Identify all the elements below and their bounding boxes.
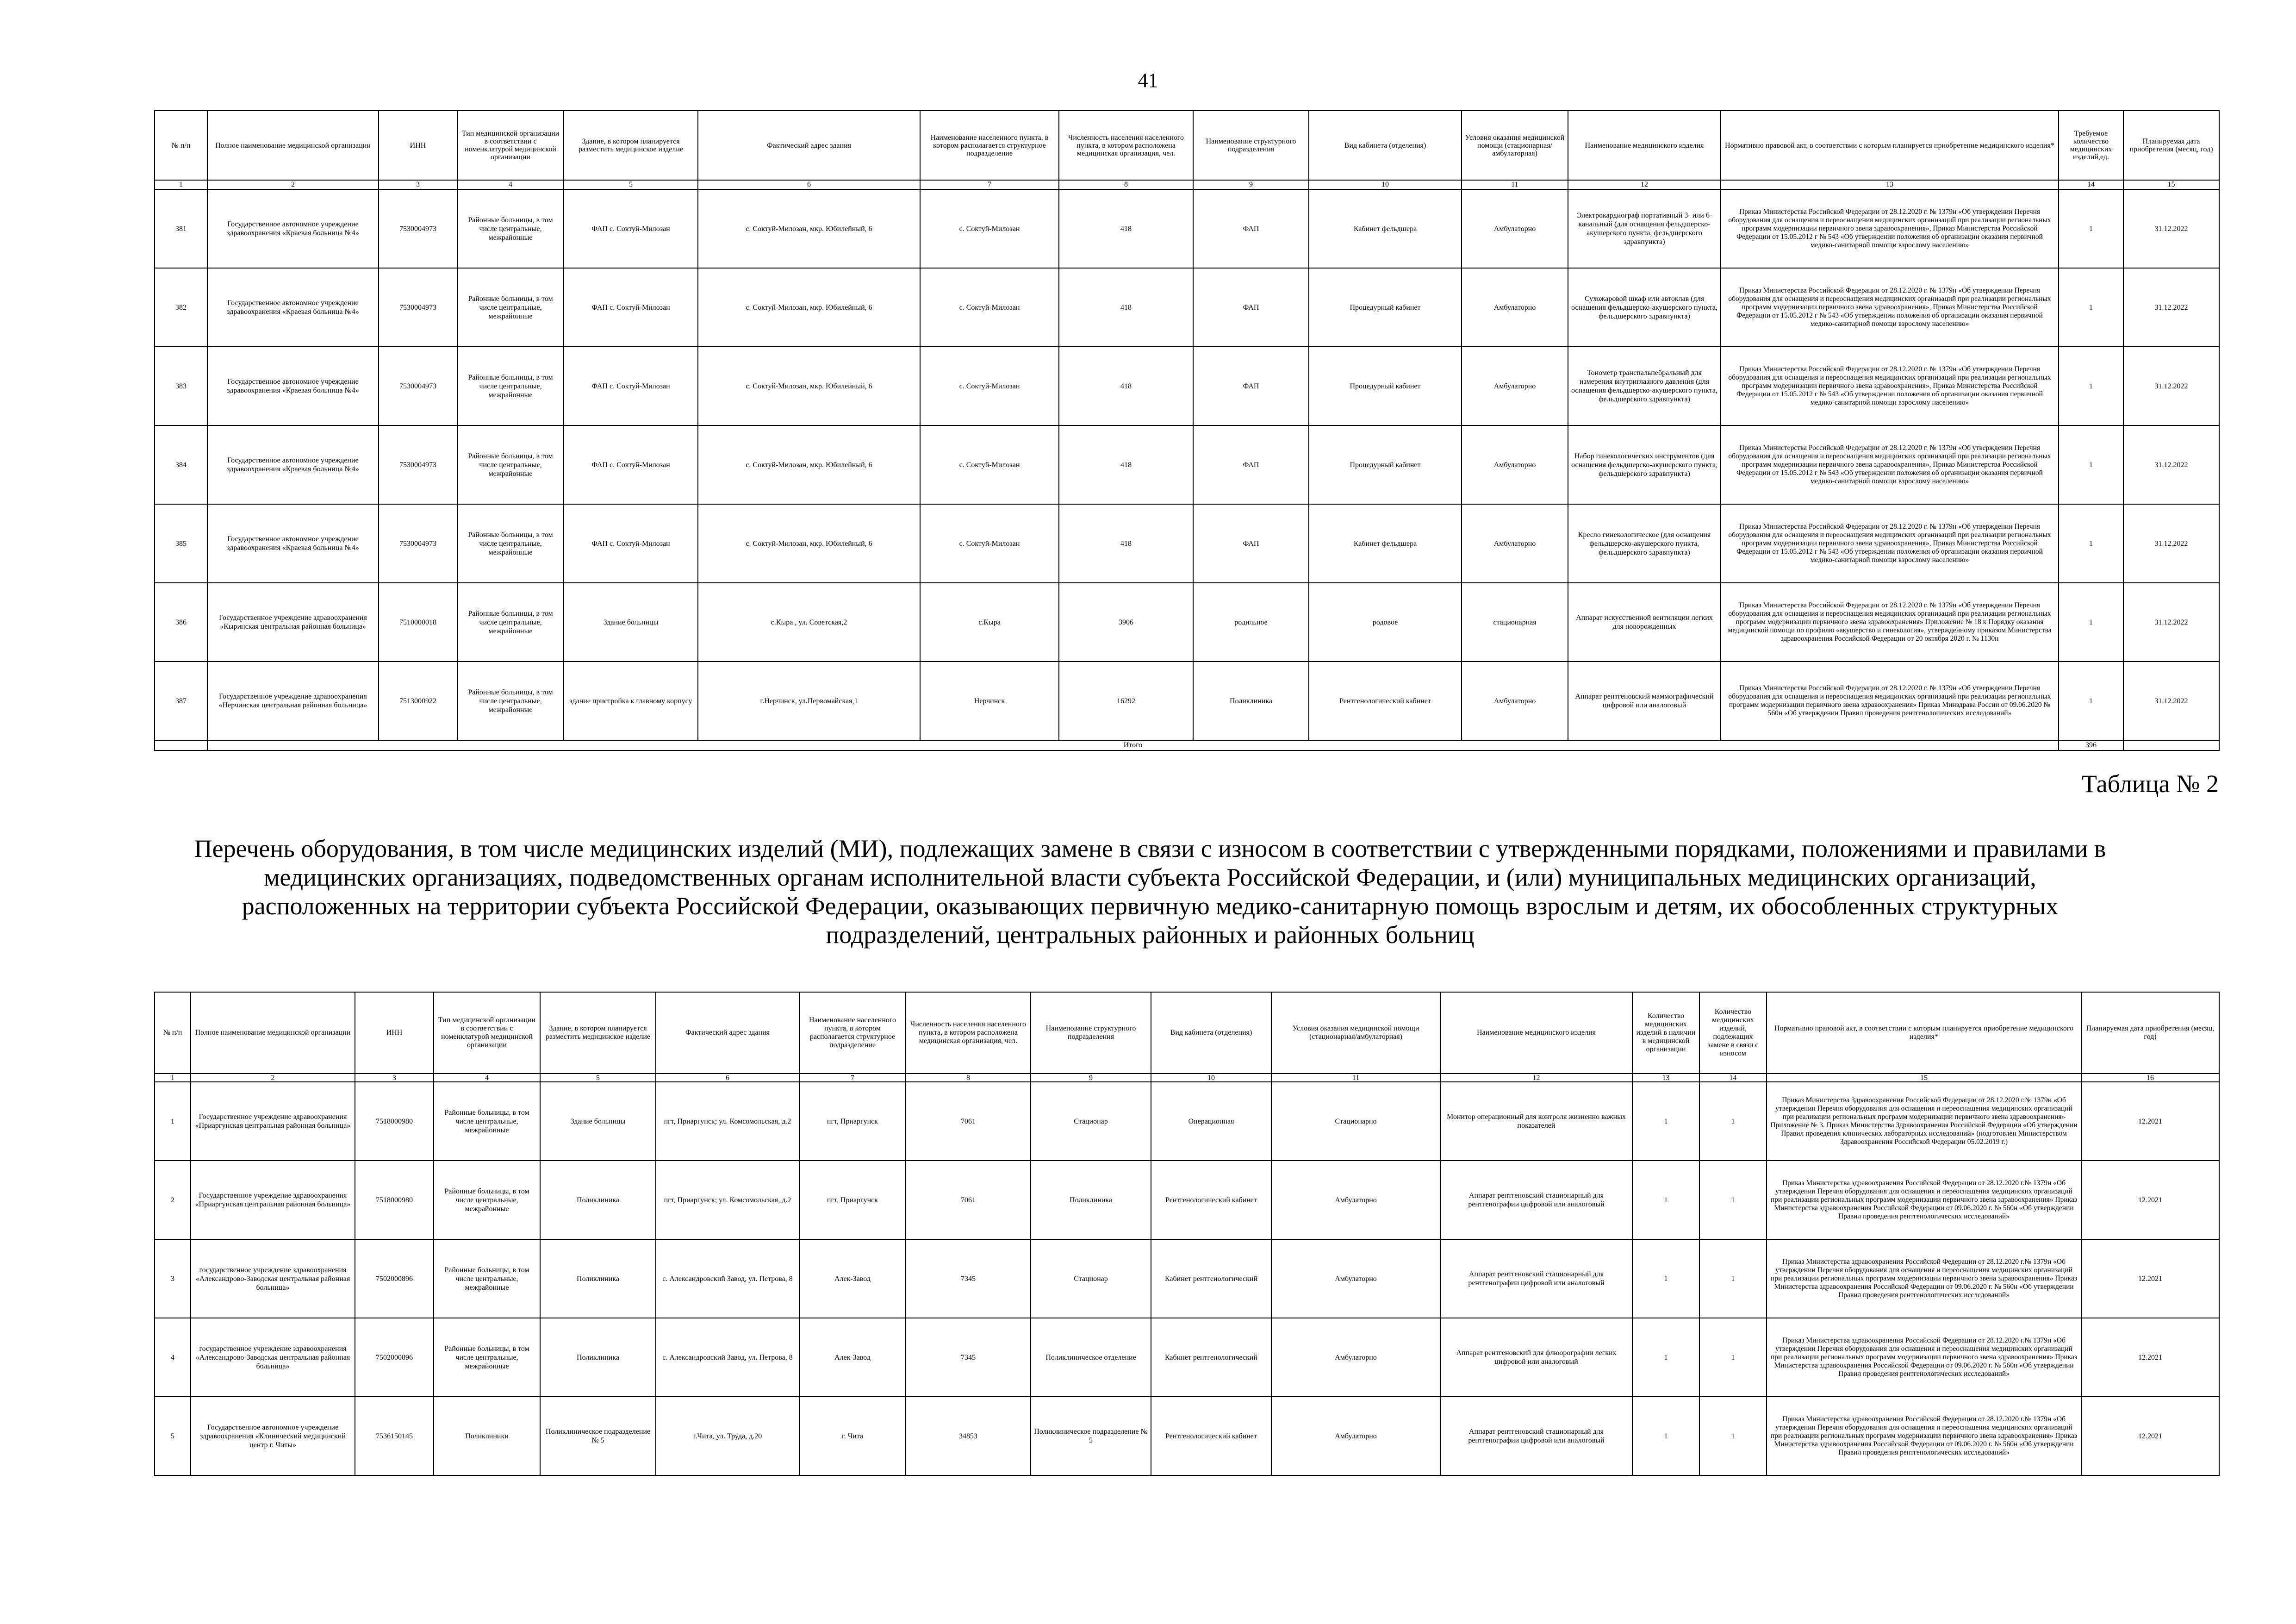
table-row xyxy=(155,268,2219,347)
column-number: 7 xyxy=(920,180,1059,189)
table-cell: ФАП xyxy=(1193,347,1309,425)
table-cell: ФАП с. Соктуй-Милозан xyxy=(564,268,698,347)
column-header: Наименование медицинского изделия xyxy=(1568,111,1721,180)
table-cell: Поликлиническое подразделение № 5 xyxy=(1031,1397,1151,1475)
table-cell: 1 xyxy=(1699,1239,1767,1318)
column-number: 15 xyxy=(2123,180,2219,189)
column-number: 9 xyxy=(1031,1074,1151,1082)
column-header: № п/п xyxy=(155,992,191,1074)
table-cell: 2 xyxy=(155,1161,191,1239)
table-cell: ФАП xyxy=(1193,425,1309,504)
table-cell: 7530004973 xyxy=(379,425,457,504)
table-cell: Набор гинекологических инструментов (для оснащения фельдшерско-акушерского пункта, фельдшерского здравпункта) xyxy=(1568,425,1721,504)
table-cell: Кресло гинекологическое (для оснащения фельдшерско-акушерского пункта, фельдшерского здравпункта) xyxy=(1568,504,1721,583)
table-row xyxy=(155,1082,2219,1161)
table-cell: Стационар xyxy=(1031,1239,1151,1318)
table-cell: с.Кыра , ул. Советская,2 xyxy=(698,583,920,662)
table-cell: 386 xyxy=(155,583,207,662)
table-cell: Амбулаторно xyxy=(1462,662,1568,740)
column-number: 11 xyxy=(1462,180,1568,189)
table-cell: Районные больницы, в том числе центральные, межрайонные xyxy=(434,1161,540,1239)
table-cell: 1 xyxy=(2059,347,2123,425)
table-cell: 7530004973 xyxy=(379,347,457,425)
table-cell: 1 xyxy=(1699,1082,1767,1161)
table-cell: 7345 xyxy=(906,1318,1031,1397)
table-cell: Приказ Министерства Российской Федерации от 28.12.2020 г. № 1379н «Об утверждении Перечня оборудования для оснащения и переоснащения медицинских организаций при реализации региональных программ модернизации первичного звена здравоохранения», Приказ Министерства Российской Федерации от 15.05.2012 г № 543 «Об утверждении положения об организации оказания первичной медико-санитарной помощи взрослому населению» xyxy=(1721,425,2059,504)
table-cell: с. Александровский Завод, ул. Петрова, 8 xyxy=(656,1318,799,1397)
table-cell: 418 xyxy=(1059,189,1193,268)
column-number: 2 xyxy=(191,1074,355,1082)
table-cell: 1 xyxy=(1699,1161,1767,1239)
column-number: 12 xyxy=(1568,180,1721,189)
table-cell: Районные больницы, в том числе центральные, межрайонные xyxy=(457,347,564,425)
table-cell: пгт, Приаргунск xyxy=(799,1161,906,1239)
column-header: Условия оказания медицинской помощи (стационарная/амбулаторная) xyxy=(1462,111,1568,180)
column-number-row xyxy=(155,180,2219,189)
table-cell: Кабинет фельдшера xyxy=(1309,504,1462,583)
table-cell: Аппарат рентгеновский для флюорографии легких цифровой или аналоговый xyxy=(1440,1318,1632,1397)
column-header: Требуемое количество медицинских изделий,ед. xyxy=(2059,111,2123,180)
column-header: ИНН xyxy=(379,111,457,180)
table-cell: 7530004973 xyxy=(379,504,457,583)
table-cell: Районные больницы, в том числе центральные, межрайонные xyxy=(457,268,564,347)
table-cell: 1 xyxy=(2059,504,2123,583)
table-cell: Районные больницы, в том числе центральные, межрайонные xyxy=(457,425,564,504)
table-cell: 1 xyxy=(1632,1161,1699,1239)
table-cell: государственное учреждение здравоохранения «Александрово-Заводская центральная районная больница» xyxy=(191,1239,355,1318)
table-cell: г. Чита xyxy=(799,1397,906,1475)
column-header: Наименование населенного пункта, в котором располагается структурное подразделение xyxy=(799,992,906,1074)
table-cell: Поликлиника xyxy=(540,1239,656,1318)
table-cell: 7502000896 xyxy=(355,1318,434,1397)
table-cell: Процедурный кабинет xyxy=(1309,425,1462,504)
table-cell: с. Соктуй-Милозан xyxy=(920,504,1059,583)
total-value: 396 xyxy=(2059,740,2123,750)
table-cell: 12.2021 xyxy=(2081,1397,2219,1475)
table-cell: пгт, Приаргунск; ул. Комсомольская, д.2 xyxy=(656,1082,799,1161)
column-header: Наименование структурного подразделения xyxy=(1193,111,1309,180)
column-header: Тип медицинской организации в соответствии с номенклатурой медицинской организации xyxy=(457,111,564,180)
table-cell: 381 xyxy=(155,189,207,268)
table-cell: Амбулаторно xyxy=(1271,1397,1440,1475)
column-header: Численность населения населенного пункта, в котором расположена медицинская организация, чел. xyxy=(1059,111,1193,180)
column-number: 8 xyxy=(906,1074,1031,1082)
column-number: 7 xyxy=(799,1074,906,1082)
table-cell: Государственное учреждение здравоохранения «Приаргунская центральная районная больница» xyxy=(191,1082,355,1161)
column-header: Количество медицинских изделий в наличии в медицинской организации xyxy=(1632,992,1699,1074)
column-header: Количество медицинских изделий, подлежащих замене в связи с износом xyxy=(1699,992,1767,1074)
table-cell: ФАП xyxy=(1193,268,1309,347)
table-cell: 7530004973 xyxy=(379,189,457,268)
table-cell: стационарная xyxy=(1462,583,1568,662)
table-cell: 7510000018 xyxy=(379,583,457,662)
table-cell: 1 xyxy=(1632,1397,1699,1475)
column-header: Планируемая дата приобретения (месяц, год) xyxy=(2123,111,2219,180)
table-cell: с. Соктуй-Милозан, мкр. Юбилейный, 6 xyxy=(698,504,920,583)
table-cell: Поликлиника xyxy=(1031,1161,1151,1239)
table-cell: Нерчинск xyxy=(920,662,1059,740)
table-cell: Государственное учреждение здравоохранения «Кыринская центральная районная больница» xyxy=(207,583,379,662)
table-cell: Государственное автономное учреждение здравоохранения «Краевая больница №4» xyxy=(207,189,379,268)
column-header: Планируемая дата приобретения (месяц, год) xyxy=(2081,992,2219,1074)
table-cell: Рентгенологический кабинет xyxy=(1151,1397,1271,1475)
table-cell: 31.12.2022 xyxy=(2123,268,2219,347)
table-cell: пгт, Приаргунск; ул. Комсомольская, д.2 xyxy=(656,1161,799,1239)
table-cell: с. Соктуй-Милозан, мкр. Юбилейный, 6 xyxy=(698,347,920,425)
table-cell: Кабинет рентгенологический xyxy=(1151,1318,1271,1397)
column-header: Здание, в котором планируется разместить медицинское изделие xyxy=(564,111,698,180)
table-header-row xyxy=(155,992,2219,1074)
table-cell: Тонометр транспальпебральный для измерения внутриглазного давления (для оснащения фельдшерско-акушерского пункта, фельдшерского здравпункта) xyxy=(1568,347,1721,425)
table-cell: 7530004973 xyxy=(379,268,457,347)
column-number: 11 xyxy=(1271,1074,1440,1082)
table-cell: Государственное учреждение здравоохранения «Нерчинская центральная районная больница» xyxy=(207,662,379,740)
table-cell: Государственное автономное учреждение здравоохранения «Краевая больница №4» xyxy=(207,425,379,504)
table-cell: с. Соктуй-Милозан, мкр. Юбилейный, 6 xyxy=(698,425,920,504)
table-row xyxy=(155,1239,2219,1318)
table-cell: Государственное автономное учреждение здравоохранения «Краевая больница №4» xyxy=(207,268,379,347)
table-cell: Стационар xyxy=(1031,1082,1151,1161)
column-number: 14 xyxy=(2059,180,2123,189)
table-cell: Рентгенологический кабинет xyxy=(1151,1161,1271,1239)
table-cell: 4 xyxy=(155,1318,191,1397)
table-cell: Кабинет фельдшера xyxy=(1309,189,1462,268)
table-cell: 5 xyxy=(155,1397,191,1475)
column-number: 10 xyxy=(1151,1074,1271,1082)
table-cell: Амбулаторно xyxy=(1271,1161,1440,1239)
column-number: 13 xyxy=(1632,1074,1699,1082)
table-cell: 7502000896 xyxy=(355,1239,434,1318)
table-cell: 31.12.2022 xyxy=(2123,347,2219,425)
table-cell: 1 xyxy=(1632,1239,1699,1318)
table-cell: 3906 xyxy=(1059,583,1193,662)
column-number: 12 xyxy=(1440,1074,1632,1082)
table-cell: Процедурный кабинет xyxy=(1309,268,1462,347)
table-cell: 418 xyxy=(1059,347,1193,425)
table-cell: 1 xyxy=(2059,662,2123,740)
table-cell: Поликлиника xyxy=(540,1318,656,1397)
table-cell: 7513000922 xyxy=(379,662,457,740)
table-cell: 382 xyxy=(155,268,207,347)
table-cell: 1 xyxy=(2059,268,2123,347)
table-cell: Аппарат рентгеновский стационарный для рентгенографии цифровой или аналоговый xyxy=(1440,1239,1632,1318)
table-cell: Районные больницы, в том числе центральные, межрайонные xyxy=(434,1239,540,1318)
column-header: № п/п xyxy=(155,111,207,180)
table-row xyxy=(155,1161,2219,1239)
table-cell: 7061 xyxy=(906,1161,1031,1239)
table-cell: 31.12.2022 xyxy=(2123,504,2219,583)
table-cell: 1 xyxy=(155,1082,191,1161)
table-cell: Монитор операционный для контроля жизненно важных показателей xyxy=(1440,1082,1632,1161)
table-cell: Районные больницы, в том числе центральные, межрайонные xyxy=(457,189,564,268)
table-cell: Поликлиническое подразделение № 5 xyxy=(540,1397,656,1475)
table-cell: государственное учреждение здравоохранения «Александрово-Заводская центральная районная больница» xyxy=(191,1318,355,1397)
table-cell: 34853 xyxy=(906,1397,1031,1475)
table-cell: Приказ Министерства Российской Федерации от 28.12.2020 г. № 1379н «Об утверждении Перечня оборудования для оснащения и переоснащения медицинских организаций при реализации региональных программ модернизации первичного звена здравоохранения», Приказ Министерства Российской Федерации от 15.05.2012 г № 543 «Об утверждении положения об организации оказания первичной медико-санитарной помощи взрослому населению» xyxy=(1721,347,2059,425)
table-cell: 1 xyxy=(1632,1318,1699,1397)
table-cell: 7345 xyxy=(906,1239,1031,1318)
table-cell: ФАП xyxy=(1193,189,1309,268)
table-cell: ФАП с. Соктуй-Милозан xyxy=(564,425,698,504)
table-cell: 3 xyxy=(155,1239,191,1318)
total-spacer xyxy=(155,740,207,750)
table-cell: 12.2021 xyxy=(2081,1082,2219,1161)
table-cell: Амбулаторно xyxy=(1462,347,1568,425)
table-cell: Приказ Министерства Российской Федерации от 28.12.2020 г. № 1379н «Об утверждении Перечня оборудования для оснащения и переоснащения медицинских организаций при реализации региональных программ модернизации первичного звена здравоохранения», Приказ Министерства Российской Федерации от 15.05.2012 г № 543 «Об утверждении положения об организации оказания первичной медико-санитарной помощи взрослому населению» xyxy=(1721,504,2059,583)
table-cell: здание пристройка к главному корпусу xyxy=(564,662,698,740)
table-cell: 12.2021 xyxy=(2081,1161,2219,1239)
column-number: 16 xyxy=(2081,1074,2219,1082)
table-cell: Аппарат рентгеновский маммографический цифровой или аналоговый xyxy=(1568,662,1721,740)
table-cell: ФАП с. Соктуй-Милозан xyxy=(564,189,698,268)
table-caption: Таблица № 2 xyxy=(2082,770,2219,798)
table-cell: Приказ Министерства здравоохранения Российской Федерации от 28.12.2020 г.№ 1379н «Об утверждении Перечня оборудования для оснащения и переоснащения медицинских организаций при реализации региональных программ модернизации первичного звена здравоохранения» Приказ Министерства здравоохранения Российской Федерации от 09.06.2020 г. № 560н «Об утверждении Правил проведения рентгенологических исследований» xyxy=(1767,1161,2081,1239)
column-number: 15 xyxy=(1767,1074,2081,1082)
table-cell: родильное xyxy=(1193,583,1309,662)
table-cell: Кабинет рентгенологический xyxy=(1151,1239,1271,1318)
page-number: 41 xyxy=(1138,69,1158,92)
column-header: Фактический адрес здания xyxy=(698,111,920,180)
table-cell: Приказ Министерства Здравоохранения Российской Федерации от 28.12.2020 г.№ 1379н «Об утверждении Перечня оборудования для оснащения и переоснащения медицинских организаций при реализации региональных программ модернизации первичного звена здравоохранения» Приложение № 3. Приказ Министерства Здравоохранения Российской Федерации «Об утверждении Правил проведения клинических лабораторных исследований» (подготовлен Министерством Здравоохранения Российской Федерации 05.02.2019 г.) xyxy=(1767,1082,2081,1161)
table-cell: 31.12.2022 xyxy=(2123,583,2219,662)
section-heading: Перечень оборудования, в том числе медицинских изделий (МИ), подлежащих замене в связи с износом в соответствии с утвержденными порядками, положениями и правилами в медицинских организациях, подведомственных органам исполнительной власти субъекта Российской Федерации, и (или) муниципальных медицинских организаций, расположенных на территории субъекта Российской Федерации, оказывающих первичную медико-санитарную помощь взрослым и детям, их обособленных структурных подразделений, центральных районных и районных больниц xyxy=(194,835,2106,949)
column-header: ИНН xyxy=(355,992,434,1074)
table-cell: Сухожаровой шкаф или автоклав (для оснащения фельдшерско-акушерского пункта, фельдшерского здравпункта) xyxy=(1568,268,1721,347)
column-number: 2 xyxy=(207,180,379,189)
table-cell: ФАП xyxy=(1193,504,1309,583)
table-cell: с. Соктуй-Милозан xyxy=(920,189,1059,268)
column-number: 14 xyxy=(1699,1074,1767,1082)
table-cell: Приказ Министерства здравоохранения Российской Федерации от 28.12.2020 г.№ 1379н «Об утверждении Перечня оборудования для оснащения и переоснащения медицинских организаций при реализации региональных программ модернизации первичного звена здравоохранения» Приказ Министерства здравоохранения Российской Федерации от 09.06.2020 г. № 560н «Об утверждении Правил проведения рентгенологических исследований» xyxy=(1767,1318,2081,1397)
table-cell: Поликлиники xyxy=(434,1397,540,1475)
column-number: 5 xyxy=(540,1074,656,1082)
table-cell: Районные больницы, в том числе центральные, межрайонные xyxy=(457,504,564,583)
table-cell: Государственное учреждение здравоохранения «Приаргунская центральная районная больница» xyxy=(191,1161,355,1239)
column-number: 8 xyxy=(1059,180,1193,189)
table-row xyxy=(155,504,2219,583)
table-cell: Поликлиника xyxy=(540,1161,656,1239)
table-cell: Рентгенологический кабинет xyxy=(1309,662,1462,740)
table-cell: Амбулаторно xyxy=(1462,189,1568,268)
table-cell: 418 xyxy=(1059,425,1193,504)
table-cell: Здание больницы xyxy=(540,1082,656,1161)
table-cell: Районные больницы, в том числе центральные, межрайонные xyxy=(457,583,564,662)
column-header: Условия оказания медицинской помощи (стационарная/амбулаторная) xyxy=(1271,992,1440,1074)
table-cell: 418 xyxy=(1059,504,1193,583)
column-number: 13 xyxy=(1721,180,2059,189)
column-number-row xyxy=(155,1074,2219,1082)
table-cell: с.Кыра xyxy=(920,583,1059,662)
table-cell: Приказ Министерства здравоохранения Российской Федерации от 28.12.2020 г.№ 1379н «Об утверждении Перечня оборудования для оснащения и переоснащения медицинских организаций при реализации региональных программ модернизации первичного звена здравоохранения» Приказ Министерства здравоохранения Российской Федерации от 09.06.2020 г. № 560н «Об утверждении Правил проведения рентгенологических исследований» xyxy=(1767,1239,2081,1318)
total-label: Итого xyxy=(207,740,2059,750)
column-number: 10 xyxy=(1309,180,1462,189)
table-cell: Государственное автономное учреждение здравоохранения «Краевая больница №4» xyxy=(207,347,379,425)
column-number: 4 xyxy=(457,180,564,189)
column-header: Наименование структурного подразделения xyxy=(1031,992,1151,1074)
table-cell: Амбулаторно xyxy=(1462,504,1568,583)
table-cell: Поликлиническое отделение xyxy=(1031,1318,1151,1397)
table-cell: с. Соктуй-Милозан xyxy=(920,347,1059,425)
column-number: 1 xyxy=(155,180,207,189)
table-cell: 31.12.2022 xyxy=(2123,425,2219,504)
table-row xyxy=(155,1318,2219,1397)
table-row xyxy=(155,583,2219,662)
table-cell: с. Соктуй-Милозан xyxy=(920,425,1059,504)
equipment-table-2 xyxy=(154,992,2220,1476)
column-number: 5 xyxy=(564,180,698,189)
table-cell: Приказ Министерства Российской Федерации от 28.12.2020 г. № 1379н «Об утверждении Перечня оборудования для оснащения и переоснащения медицинских организаций при реализации региональных программ модернизации первичного звена здравоохранения» Приложение № 18 к Порядку оказания медицинской помощи по профилю «акушерство и гинекология», утвержденному приказом Министерства здравоохранения Российской Федерации от 20 октября 2020 г. № 1130н xyxy=(1721,583,2059,662)
table-cell: 1 xyxy=(2059,425,2123,504)
column-header: Полное наименование медицинской организации xyxy=(191,992,355,1074)
table-cell: Операционная xyxy=(1151,1082,1271,1161)
table-cell: Районные больницы, в том числе центральные, межрайонные xyxy=(457,662,564,740)
table-cell: 1 xyxy=(1699,1318,1767,1397)
table-cell: 387 xyxy=(155,662,207,740)
table-cell: Аппарат рентгеновский стационарный для рентгенографии цифровой или аналоговый xyxy=(1440,1161,1632,1239)
table-cell: Приказ Министерства Российской Федерации от 28.12.2020 г. № 1379н «Об утверждении Перечня оборудования для оснащения и переоснащения медицинских организаций при реализации региональных программ модернизации первичного звена здравоохранения», Приказ Министерства Российской Федерации от 15.05.2012 г № 543 «Об утверждении положения об организации оказания первичной медико-санитарной помощи взрослому населению» xyxy=(1721,268,2059,347)
table-cell: 418 xyxy=(1059,268,1193,347)
column-header: Численность населения населенного пункта, в котором расположена медицинская организация, чел. xyxy=(906,992,1031,1074)
column-header: Нормативно правовой акт, в соответствии с которым планируется приобретение медицинского изделия* xyxy=(1721,111,2059,180)
column-number: 3 xyxy=(355,1074,434,1082)
column-header: Фактический адрес здания xyxy=(656,992,799,1074)
table-cell: 7518000980 xyxy=(355,1082,434,1161)
table-cell: Амбулаторно xyxy=(1271,1318,1440,1397)
table-cell: Аппарат рентгеновский стационарный для рентгенографии цифровой или аналоговый xyxy=(1440,1397,1632,1475)
column-header: Тип медицинской организации в соответствии с номенклатурой медицинской организации xyxy=(434,992,540,1074)
table-cell: Государственное автономное учреждение здравоохранения «Клинический медицинский центр г. Читы» xyxy=(191,1397,355,1475)
table-cell: пгт, Приаргунск xyxy=(799,1082,906,1161)
table-row xyxy=(155,662,2219,740)
table-row xyxy=(155,189,2219,268)
table-cell: родовое xyxy=(1309,583,1462,662)
table-cell: 384 xyxy=(155,425,207,504)
table-cell: Приказ Министерства Российской Федерации от 28.12.2020 г. № 1379н «Об утверждении Перечня оборудования для оснащения и переоснащения медицинских организаций при реализации региональных программ модернизации первичного звена здравоохранения», Приказ Министерства Российской Федерации от 15.05.2012 г № 543 «Об утверждении положения об организации оказания первичной медико-санитарной помощи взрослому населению» xyxy=(1721,189,2059,268)
table-row xyxy=(155,347,2219,425)
table-cell: ФАП с. Соктуй-Милозан xyxy=(564,347,698,425)
column-number: 6 xyxy=(656,1074,799,1082)
column-number: 6 xyxy=(698,180,920,189)
table-cell: 7061 xyxy=(906,1082,1031,1161)
table-cell: с. Соктуй-Милозан xyxy=(920,268,1059,347)
column-number: 4 xyxy=(434,1074,540,1082)
column-number: 1 xyxy=(155,1074,191,1082)
table-cell: 383 xyxy=(155,347,207,425)
table-cell: Алек-Завод xyxy=(799,1239,906,1318)
equipment-table-1 xyxy=(154,110,2220,751)
table-cell: 12.2021 xyxy=(2081,1239,2219,1318)
table-cell: г.Чита, ул. Труда, д.20 xyxy=(656,1397,799,1475)
table-cell: 1 xyxy=(1699,1397,1767,1475)
table-cell: 31.12.2022 xyxy=(2123,189,2219,268)
column-header: Нормативно правовой акт, в соответствии с которым планируется приобретение медицинского изделия* xyxy=(1767,992,2081,1074)
table-cell: Амбулаторно xyxy=(1462,268,1568,347)
table-cell: 1 xyxy=(2059,189,2123,268)
total-row xyxy=(155,740,2219,750)
table-cell: 12.2021 xyxy=(2081,1318,2219,1397)
table-cell: Приказ Министерства здравоохранения Российской Федерации от 28.12.2020 г.№ 1379н «Об утверждении Перечня оборудования для оснащения и переоснащения медицинских организаций при реализации региональных программ модернизации первичного звена здравоохранения» Приказ Министерства здравоохранения Российской Федерации от 09.06.2020 г. № 560н «Об утверждении Правил проведения рентгенологических исследований» xyxy=(1767,1397,2081,1475)
table-cell: Районные больницы, в том числе центральные, межрайонные xyxy=(434,1082,540,1161)
table-header-row xyxy=(155,111,2219,180)
table-cell: Аппарат искусственной вентиляции легких для новорожденных xyxy=(1568,583,1721,662)
table-cell: Алек-Завод xyxy=(799,1318,906,1397)
table-cell: Амбулаторно xyxy=(1462,425,1568,504)
column-number: 9 xyxy=(1193,180,1309,189)
table-cell: Электрокардиограф портативный 3- или 6-канальный (для оснащения фельдшерско-акушерского пункта, фельдшерского здравпункта) xyxy=(1568,189,1721,268)
table-cell: ФАП с. Соктуй-Милозан xyxy=(564,504,698,583)
table-cell: с. Соктуй-Милозан, мкр. Юбилейный, 6 xyxy=(698,189,920,268)
table-cell: Процедурный кабинет xyxy=(1309,347,1462,425)
table-cell: 1 xyxy=(2059,583,2123,662)
table-cell: Здание больницы xyxy=(564,583,698,662)
table-cell: Амбулаторно xyxy=(1271,1239,1440,1318)
column-header: Наименование населенного пункта, в котором располагается структурное подразделение xyxy=(920,111,1059,180)
table-cell: с. Александровский Завод, ул. Петрова, 8 xyxy=(656,1239,799,1318)
table-cell: Районные больницы, в том числе центральные, межрайонные xyxy=(434,1318,540,1397)
column-header: Здание, в котором планируется разместить медицинское изделие xyxy=(540,992,656,1074)
total-spacer xyxy=(2123,740,2219,750)
column-header: Полное наименование медицинской организации xyxy=(207,111,379,180)
table-cell: с. Соктуй-Милозан, мкр. Юбилейный, 6 xyxy=(698,268,920,347)
column-header: Наименование медицинского изделия xyxy=(1440,992,1632,1074)
table-cell: 16292 xyxy=(1059,662,1193,740)
table-row xyxy=(155,425,2219,504)
table-cell: 7536150145 xyxy=(355,1397,434,1475)
table-cell: 31.12.2022 xyxy=(2123,662,2219,740)
column-number: 3 xyxy=(379,180,457,189)
table-cell: 1 xyxy=(1632,1082,1699,1161)
column-header: Вид кабинета (отделения) xyxy=(1151,992,1271,1074)
table-row xyxy=(155,1397,2219,1475)
column-header: Вид кабинета (отделения) xyxy=(1309,111,1462,180)
table-cell: Поликлиника xyxy=(1193,662,1309,740)
table-cell: Стационарно xyxy=(1271,1082,1440,1161)
table-cell: 7518000980 xyxy=(355,1161,434,1239)
table-cell: 385 xyxy=(155,504,207,583)
table-cell: Государственное автономное учреждение здравоохранения «Краевая больница №4» xyxy=(207,504,379,583)
table-cell: г.Нерчинск, ул.Первомайская,1 xyxy=(698,662,920,740)
table-cell: Приказ Министерства Российской Федерации от 28.12.2020 г. № 1379н «Об утверждении Перечня оборудования для оснащения и переоснащения медицинских организаций при реализации региональных программ модернизации первичного звена здравоохранения» Приказ Минздрава России от 09.06.2020 № 560н «Об утверждении Правил проведения рентгенологических исследований» xyxy=(1721,662,2059,740)
